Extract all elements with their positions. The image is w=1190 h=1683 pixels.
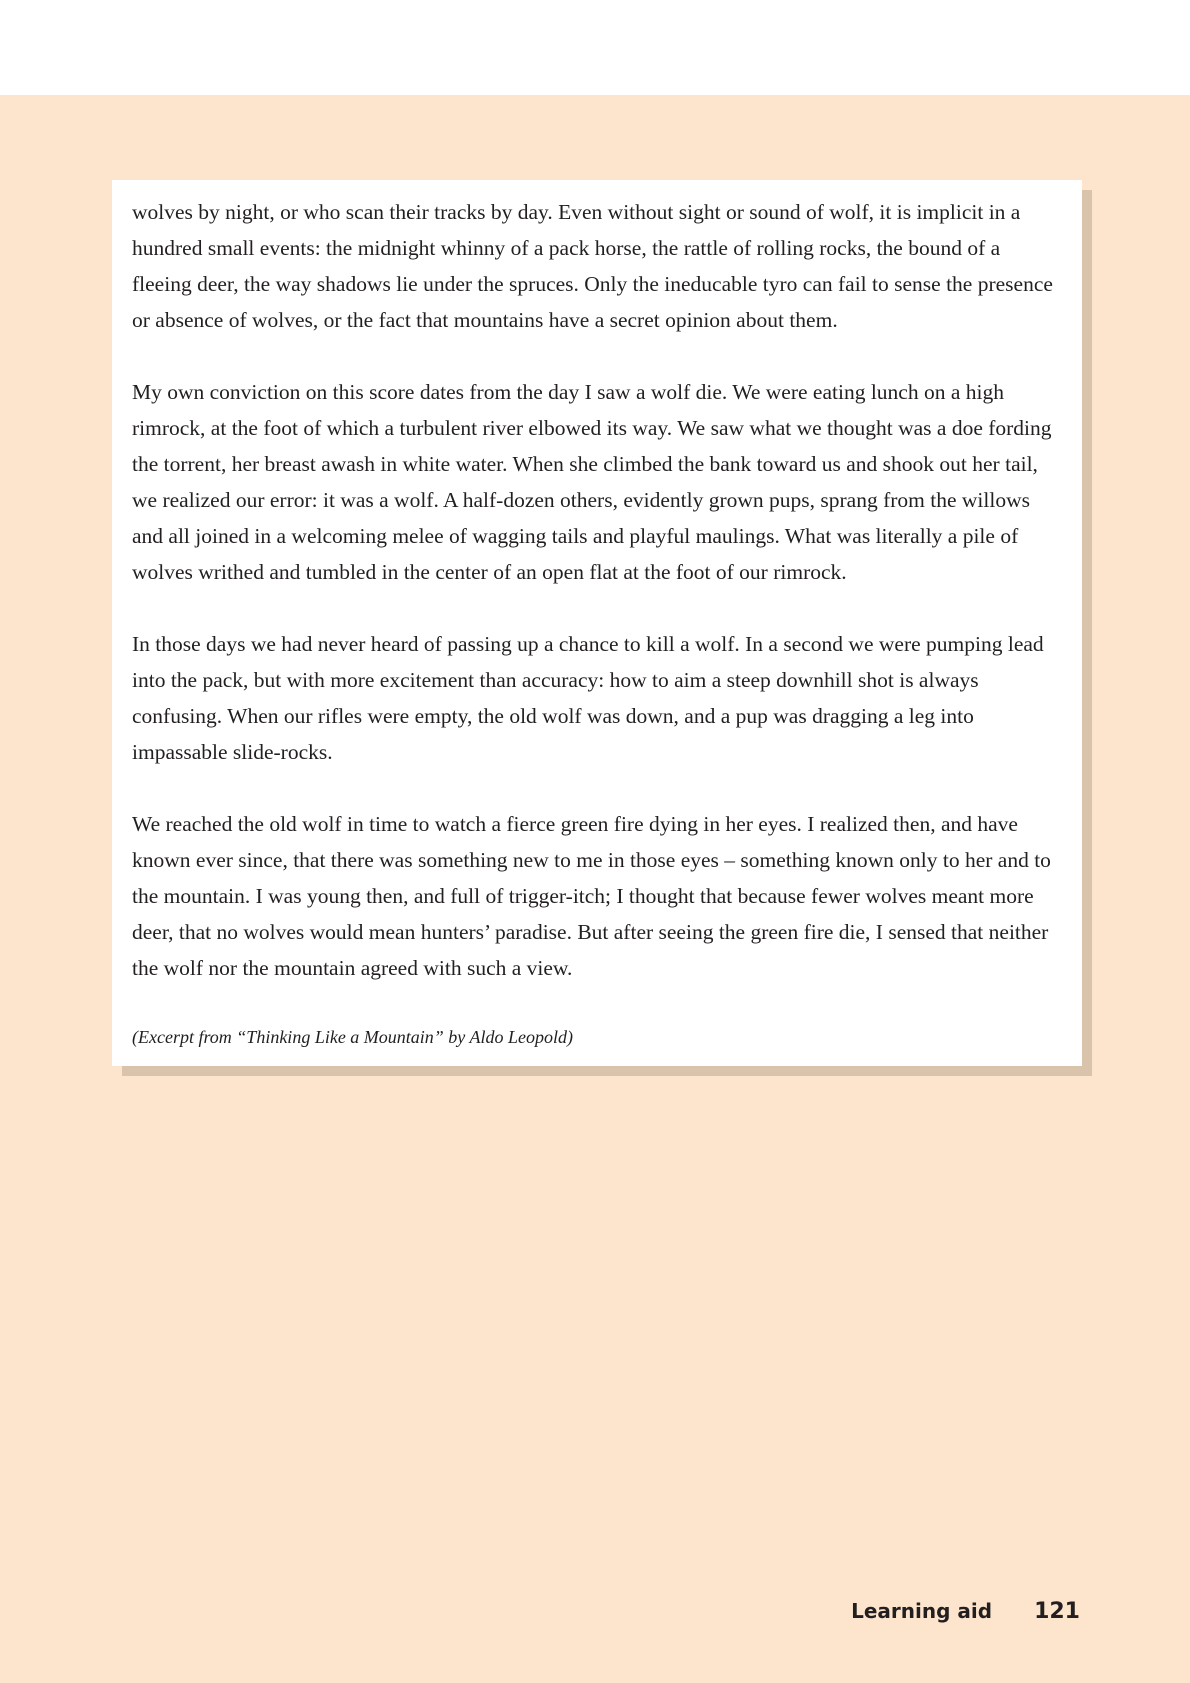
excerpt-text-box — [112, 180, 1082, 1066]
excerpt-paragraph-3: In those days we had never heard of passing up a chance to kill a wolf. In a second we were pumping lead into the pack, but with more excitement than accuracy: how to aim a steep downhill shot is always confusing. When our rifles were empty, the old wolf was down, and a pup was dragging a leg into impassable slide-rocks. — [132, 632, 1044, 764]
excerpt-paragraph-1: wolves by night, or who scan their tracks by day. Even without sight or sound of wolf, it is implicit in a hundred small events: the midnight whinny of a pack horse, the rattle of rolling rocks, the bound of a fleeing deer, the way shadows lie under the spruces. Only the ineducable tyro can fail to sense the presence or absence of wolves, or the fact that mountains have a secret opinion about them. — [132, 200, 1053, 332]
excerpt-citation: (Excerpt from “Thinking Like a Mountain” by Aldo Leopold) — [132, 1027, 573, 1047]
excerpt-paragraph-2: My own conviction on this score dates from the day I saw a wolf die. We were eating lunch on a high rimrock, at the foot of which a turbulent river elbowed its way. We saw what we thought was a doe fording the torrent, her breast awash in white water. When she climbed the bank toward us and shook out her tail, we realized our error: it was a wolf. A half-dozen others, evidently grown pups, sprang from the willows and all joined in a welcoming melee of wagging tails and playful maulings. What was literally a pile of wolves writhed and tumbled in the center of an open flat at the foot of our rimrock. — [132, 380, 1052, 584]
page-number: 121 — [1034, 1598, 1080, 1624]
page-footer — [851, 1595, 1080, 1627]
footer-section-label: Learning aid — [851, 1599, 993, 1623]
excerpt-paragraph-4: We reached the old wolf in time to watch a fierce green fire dying in her eyes. I realized then, and have known ever since, that there was something new to me in those eyes – something known only to her and to the mountain. I was young then, and full of trigger-itch; I thought that because fewer wolves meant more deer, that no wolves would mean hunters’ paradise. But after seeing the green fire die, I sensed that neither the wolf nor the mountain agreed with such a view. — [132, 812, 1051, 980]
